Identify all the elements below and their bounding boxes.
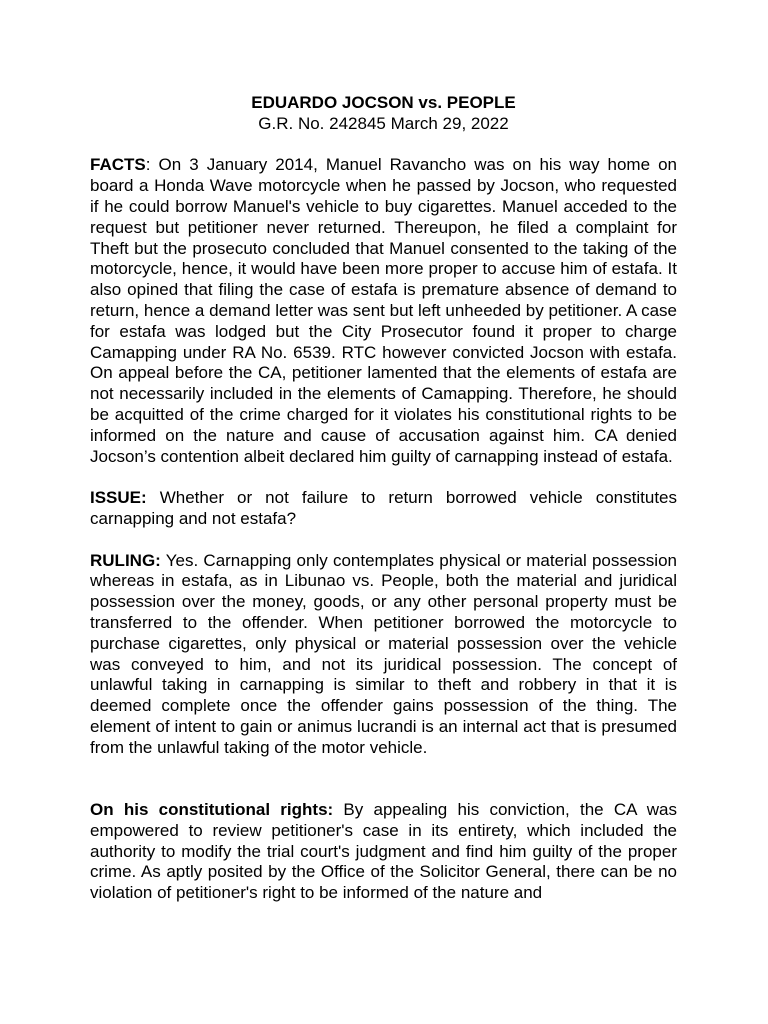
spacer	[90, 530, 677, 551]
case-title: EDUARDO JOCSON vs. PEOPLE	[251, 93, 516, 112]
issue-text: Whether or not failure to return borrowed vehicle constitutes carnapping and not estafa?	[90, 488, 677, 528]
issue-paragraph	[90, 488, 677, 530]
case-citation: G.R. No. 242845 March 29, 2022	[258, 113, 509, 133]
spacer	[90, 467, 677, 488]
issue-label: ISSUE:	[90, 488, 147, 508]
spacer	[90, 135, 677, 156]
ruling-text: Yes. Carnapping only contemplates physical or material possession whereas in estafa, as in Libunao vs. People, both the material and juridical possession over the money, goods, or any other personal property must be transferred to the offender. When petitioner borrowed the motorcycle to purchase cigarettes, only physical or material possession over the vehicle was conveyed to him, and not its juridical possession. The concept of unlawful taking in carnapping is similar to theft and robbery in that it is deemed complete once the offender gains possession of the thing. The element of intent to gain or animus lucrandi is an internal act that is presumed from the unlawful taking of the motor vehicle.	[90, 550, 677, 757]
spacer	[90, 759, 677, 801]
constitutional-text: By appealing his conviction, the CA was empowered to review petitioner's case in its entirety, which included the authority to modify the trial court's judgment and find him guilty of the proper crime. As aptly posited by the Office of the Solicitor General, there can be no violation of petitioner's right to be informed of the nature and	[90, 800, 677, 903]
facts-paragraph	[90, 155, 677, 467]
document-page	[90, 93, 677, 904]
ruling-paragraph	[90, 551, 677, 759]
facts-text: : On 3 January 2014, Manuel Ravancho was on his way home on board a Honda Wave motorcycle when he passed by Jocson, who requested if he could borrow Manuel's vehicle to buy cigarettes. Manuel acceded to the request but petitioner never returned. Thereupon, he filed a complaint for Theft but the prosecuto concluded that Manuel consented to the taking of the motorcycle, hence, it would have been more proper to accuse him of estafa. It also opined that filing the case of estafa is premature absence of demand to return, hence a demand letter was sent but left unheeded by petitioner. A case for estafa was lodged but the City Prosecutor found it proper to charge Camapping under RA No. 6539. RTC however convicted Jocson with estafa. On appeal before the CA, petitioner lamented that the elements of estafa are not necessarily included in the elements of Camapping. Therefore, he should be acquitted of the crime charged for it violates his constitutional rights to be informed on the nature and cause of accusation against him. CA denied Jocson’s contention albeit declared him guilty of carnapping instead of estafa.	[90, 155, 677, 466]
ruling-label: RULING:	[90, 550, 161, 570]
constitutional-label: On his constitutional rights:	[90, 800, 334, 820]
constitutional-paragraph	[90, 800, 677, 904]
facts-label: FACTS	[90, 155, 146, 175]
case-heading	[90, 93, 677, 135]
